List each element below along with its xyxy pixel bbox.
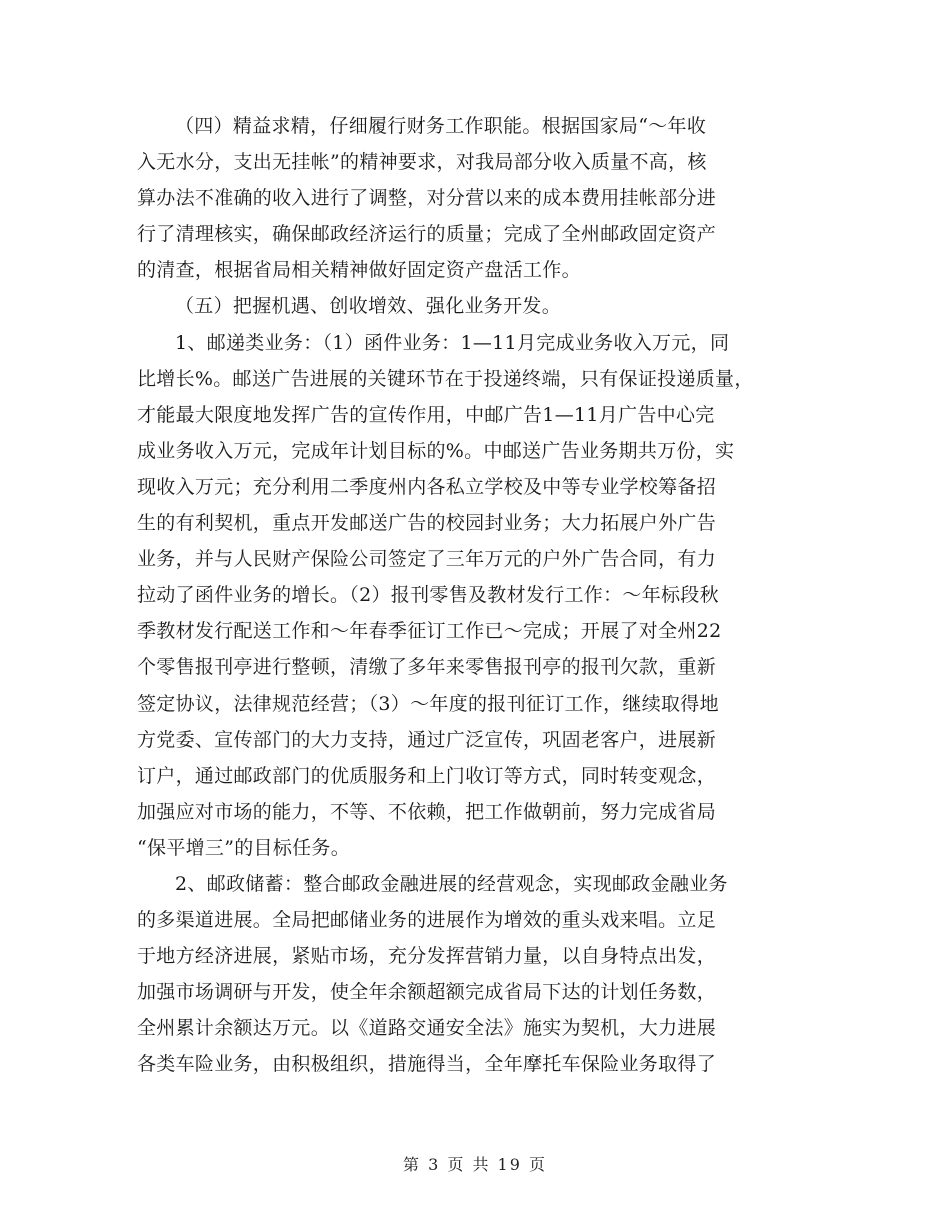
page-number-footer: 第 3 页 共 19 页 <box>403 1155 547 1174</box>
text-line: 比增长%。邮送广告进展的关键环节在于投递终端，只有保证投递质量， <box>137 367 754 390</box>
text-line: 2、邮政储蓄：整合邮政金融进展的经营观念，实现邮政金融业务 <box>175 872 728 895</box>
document-body <box>137 108 827 1083</box>
text-line: 行了清理核实，确保邮政经济运行的质量；完成了全州邮政固定资产 <box>137 223 717 246</box>
text-line: 全州累计余额达万元。以《道路交通安全法》施实为契机，大力进展 <box>137 1017 717 1040</box>
text-line: 季教材发行配送工作和～年春季征订工作已～完成；开展了对全州22 <box>137 620 722 643</box>
text-line: （五）把握机遇、创收增效、强化业务开发。 <box>175 295 562 318</box>
text-line: 入无水分，支出无挂帐”的精神要求，对我局部分收入质量不高，核 <box>137 151 707 174</box>
text-line: “保平增三”的目标任务。 <box>137 836 351 859</box>
text-line: 的清查，根据省局相关精神做好固定资产盘活工作。 <box>137 259 581 282</box>
text-line: 的多渠道进展。全局把邮储业务的进展作为增效的重头戏来唱。立足 <box>137 909 717 932</box>
text-line: 现收入万元；充分利用二季度州内各私立学校及中等专业学校筹备招 <box>137 475 717 498</box>
text-line: 加强市场调研与开发，使全年余额超额完成省局下达的计划任务数， <box>137 981 717 1004</box>
text-line: 生的有利契机，重点开发邮送广告的校园封业务；大力拓展户外广告 <box>137 512 717 535</box>
text-line: 算办法不准确的收入进行了调整，对分营以来的成本费用挂帐部分进 <box>137 187 717 210</box>
text-line: 加强应对市场的能力，不等、不依赖，把工作做朝前，努力完成省局 <box>137 800 717 823</box>
text-line: （四）精益求精，仔细履行财务工作职能。根据国家局“～年收 <box>175 115 707 137</box>
text-line: 各类车险业务，由积极组织，措施得当，全年摩托车保险业务取得了 <box>137 1053 717 1076</box>
text-line: 成业务收入万元，完成年计划目标的%。中邮送广告业务期共万份，实 <box>137 439 735 462</box>
text-line: 拉动了函件业务的增长。（2）报刊零售及教材发行工作：～年标段秋 <box>137 584 719 607</box>
text-line: 个零售报刊亭进行整顿，清缴了多年来零售报刊亭的报刊欠款，重新 <box>137 656 717 679</box>
text-line: 方党委、宣传部门的大力支持，通过广泛宣传，巩固老客户，进展新 <box>137 728 717 751</box>
text-line: 1、邮递类业务：（1）函件业务：1—11月完成业务收入万元，同 <box>175 331 730 354</box>
text-line: 于地方经济进展，紧贴市场，充分发挥营销力量，以自身特点出发， <box>137 945 717 968</box>
text-line: 业务，并与人民财产保险公司签定了三年万元的户外广告合同，有力 <box>137 548 717 571</box>
text-line: 才能最大限度地发挥广告的宣传作用，中邮广告1—11月广告中心完 <box>137 403 715 426</box>
text-line: 订户，通过邮政部门的优质服务和上门收订等方式，同时转变观念， <box>137 764 717 787</box>
text-line: 签定协议，法律规范经营；（3）～年度的报刊征订工作，继续取得地 <box>137 692 719 715</box>
